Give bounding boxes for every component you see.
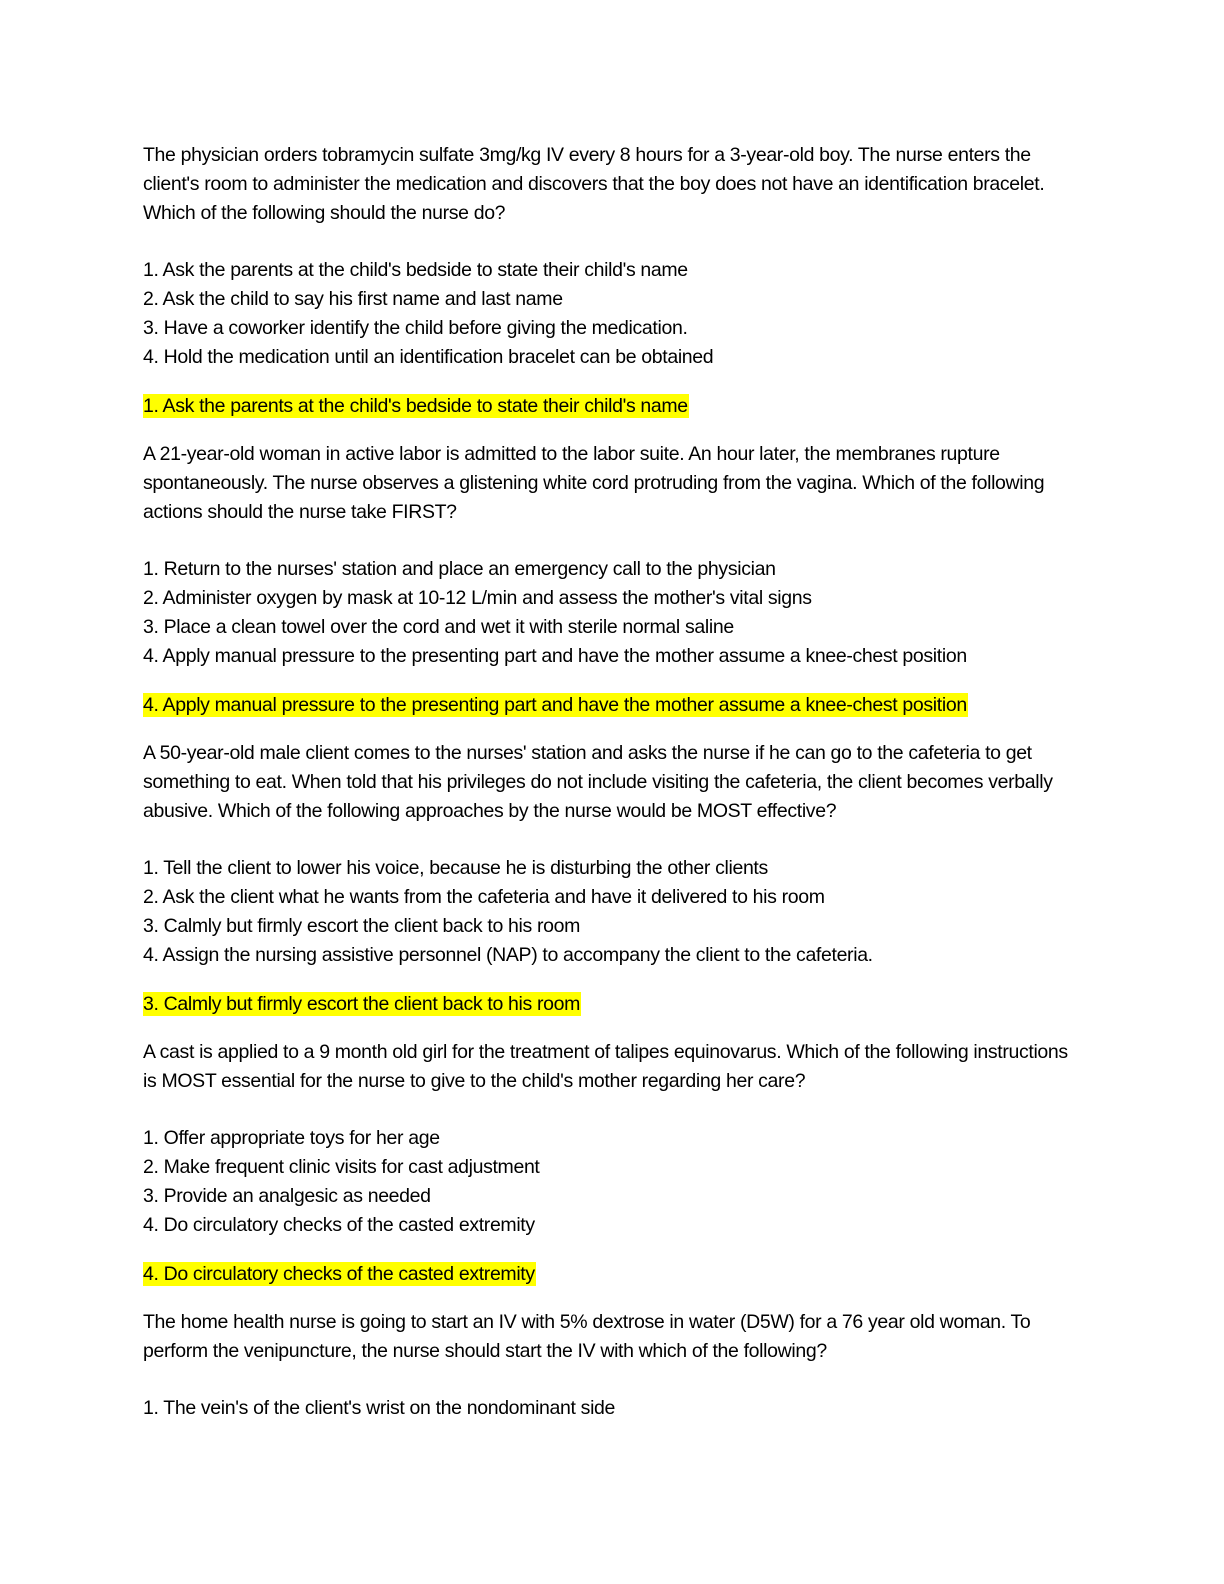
option-item: 3. Have a coworker identify the child before giving the medication. bbox=[143, 317, 688, 339]
answer-text: 4. Apply manual pressure to the presenting part and have the mother assume a knee-chest position bbox=[143, 694, 967, 716]
option-item: 1. Tell the client to lower his voice, because he is disturbing the other clients bbox=[143, 857, 768, 879]
option-item: 3. Calmly but firmly escort the client back to his room bbox=[143, 915, 580, 937]
question-stem: The home health nurse is going to start an IV with 5% dextrose in water (D5W) for a 76 year old woman. To perform the venipuncture, the nurse should start the IV with which of the following? bbox=[143, 1311, 1031, 1362]
option-list bbox=[143, 854, 1083, 970]
highlighted-answer bbox=[143, 1260, 1083, 1289]
document-page bbox=[143, 141, 1083, 1443]
answer-text: 1. Ask the parents at the child's bedside to state their child's name bbox=[143, 395, 688, 417]
option-item: 1. The vein's of the client's wrist on the nondominant side bbox=[143, 1397, 616, 1419]
option-item: 2. Administer oxygen by mask at 10-12 L/min and assess the mother's vital signs bbox=[143, 587, 812, 609]
option-item: 2. Make frequent clinic visits for cast adjustment bbox=[143, 1156, 540, 1178]
option-item: 4. Hold the medication until an identification bracelet can be obtained bbox=[143, 346, 714, 368]
option-item: 4. Apply manual pressure to the presenting part and have the mother assume a knee-chest position bbox=[143, 645, 967, 667]
question-stem: The physician orders tobramycin sulfate 3mg/kg IV every 8 hours for a 3-year-old boy. The nurse enters the client's room to administer the medication and discovers that the boy does not have an identification bracelet. Which of the following should the nurse do? bbox=[143, 144, 1045, 224]
highlighted-answer bbox=[143, 691, 1083, 720]
question-stem: A 50-year-old male client comes to the nurses' station and asks the nurse if he can go to the cafeteria to get something to eat. When told that his privileges do not include visiting the cafeteria, the client becomes verbally abusive. Which of the following approaches by the nurse would be MOST effective? bbox=[143, 742, 1053, 822]
option-item: 1. Offer appropriate toys for her age bbox=[143, 1127, 440, 1149]
highlighted-answer bbox=[143, 990, 1083, 1019]
option-item: 1. Ask the parents at the child's bedside to state their child's name bbox=[143, 259, 688, 281]
option-item: 2. Ask the client what he wants from the cafeteria and have it delivered to his room bbox=[143, 886, 825, 908]
option-item: 1. Return to the nurses' station and place an emergency call to the physician bbox=[143, 558, 776, 580]
question-2 bbox=[143, 440, 1083, 720]
option-list bbox=[143, 256, 1083, 372]
option-list bbox=[143, 555, 1083, 671]
option-item: 4. Do circulatory checks of the casted extremity bbox=[143, 1214, 535, 1236]
question-stem: A 21-year-old woman in active labor is admitted to the labor suite. An hour later, the membranes rupture spontaneously. The nurse observes a glistening white cord protruding from the vagina. Which of the following actions should the nurse take FIRST? bbox=[143, 443, 1045, 523]
question-stem: A cast is applied to a 9 month old girl for the treatment of talipes equinovarus. Which of the following instructions is MOST essential for the nurse to give to the child's mother regarding her care? bbox=[143, 1041, 1068, 1092]
question-5 bbox=[143, 1308, 1083, 1423]
option-list bbox=[143, 1394, 1083, 1423]
option-item: 3. Provide an analgesic as needed bbox=[143, 1185, 431, 1207]
option-item: 4. Assign the nursing assistive personnel (NAP) to accompany the client to the cafeteria. bbox=[143, 944, 873, 966]
question-4 bbox=[143, 1038, 1083, 1289]
highlighted-answer bbox=[143, 392, 1083, 421]
option-item: 2. Ask the child to say his first name and last name bbox=[143, 288, 563, 310]
option-item: 3. Place a clean towel over the cord and wet it with sterile normal saline bbox=[143, 616, 734, 638]
option-list bbox=[143, 1124, 1083, 1240]
answer-text: 3. Calmly but firmly escort the client back to his room bbox=[143, 993, 580, 1015]
question-3 bbox=[143, 739, 1083, 1019]
answer-text: 4. Do circulatory checks of the casted extremity bbox=[143, 1263, 535, 1285]
question-1 bbox=[143, 141, 1083, 421]
